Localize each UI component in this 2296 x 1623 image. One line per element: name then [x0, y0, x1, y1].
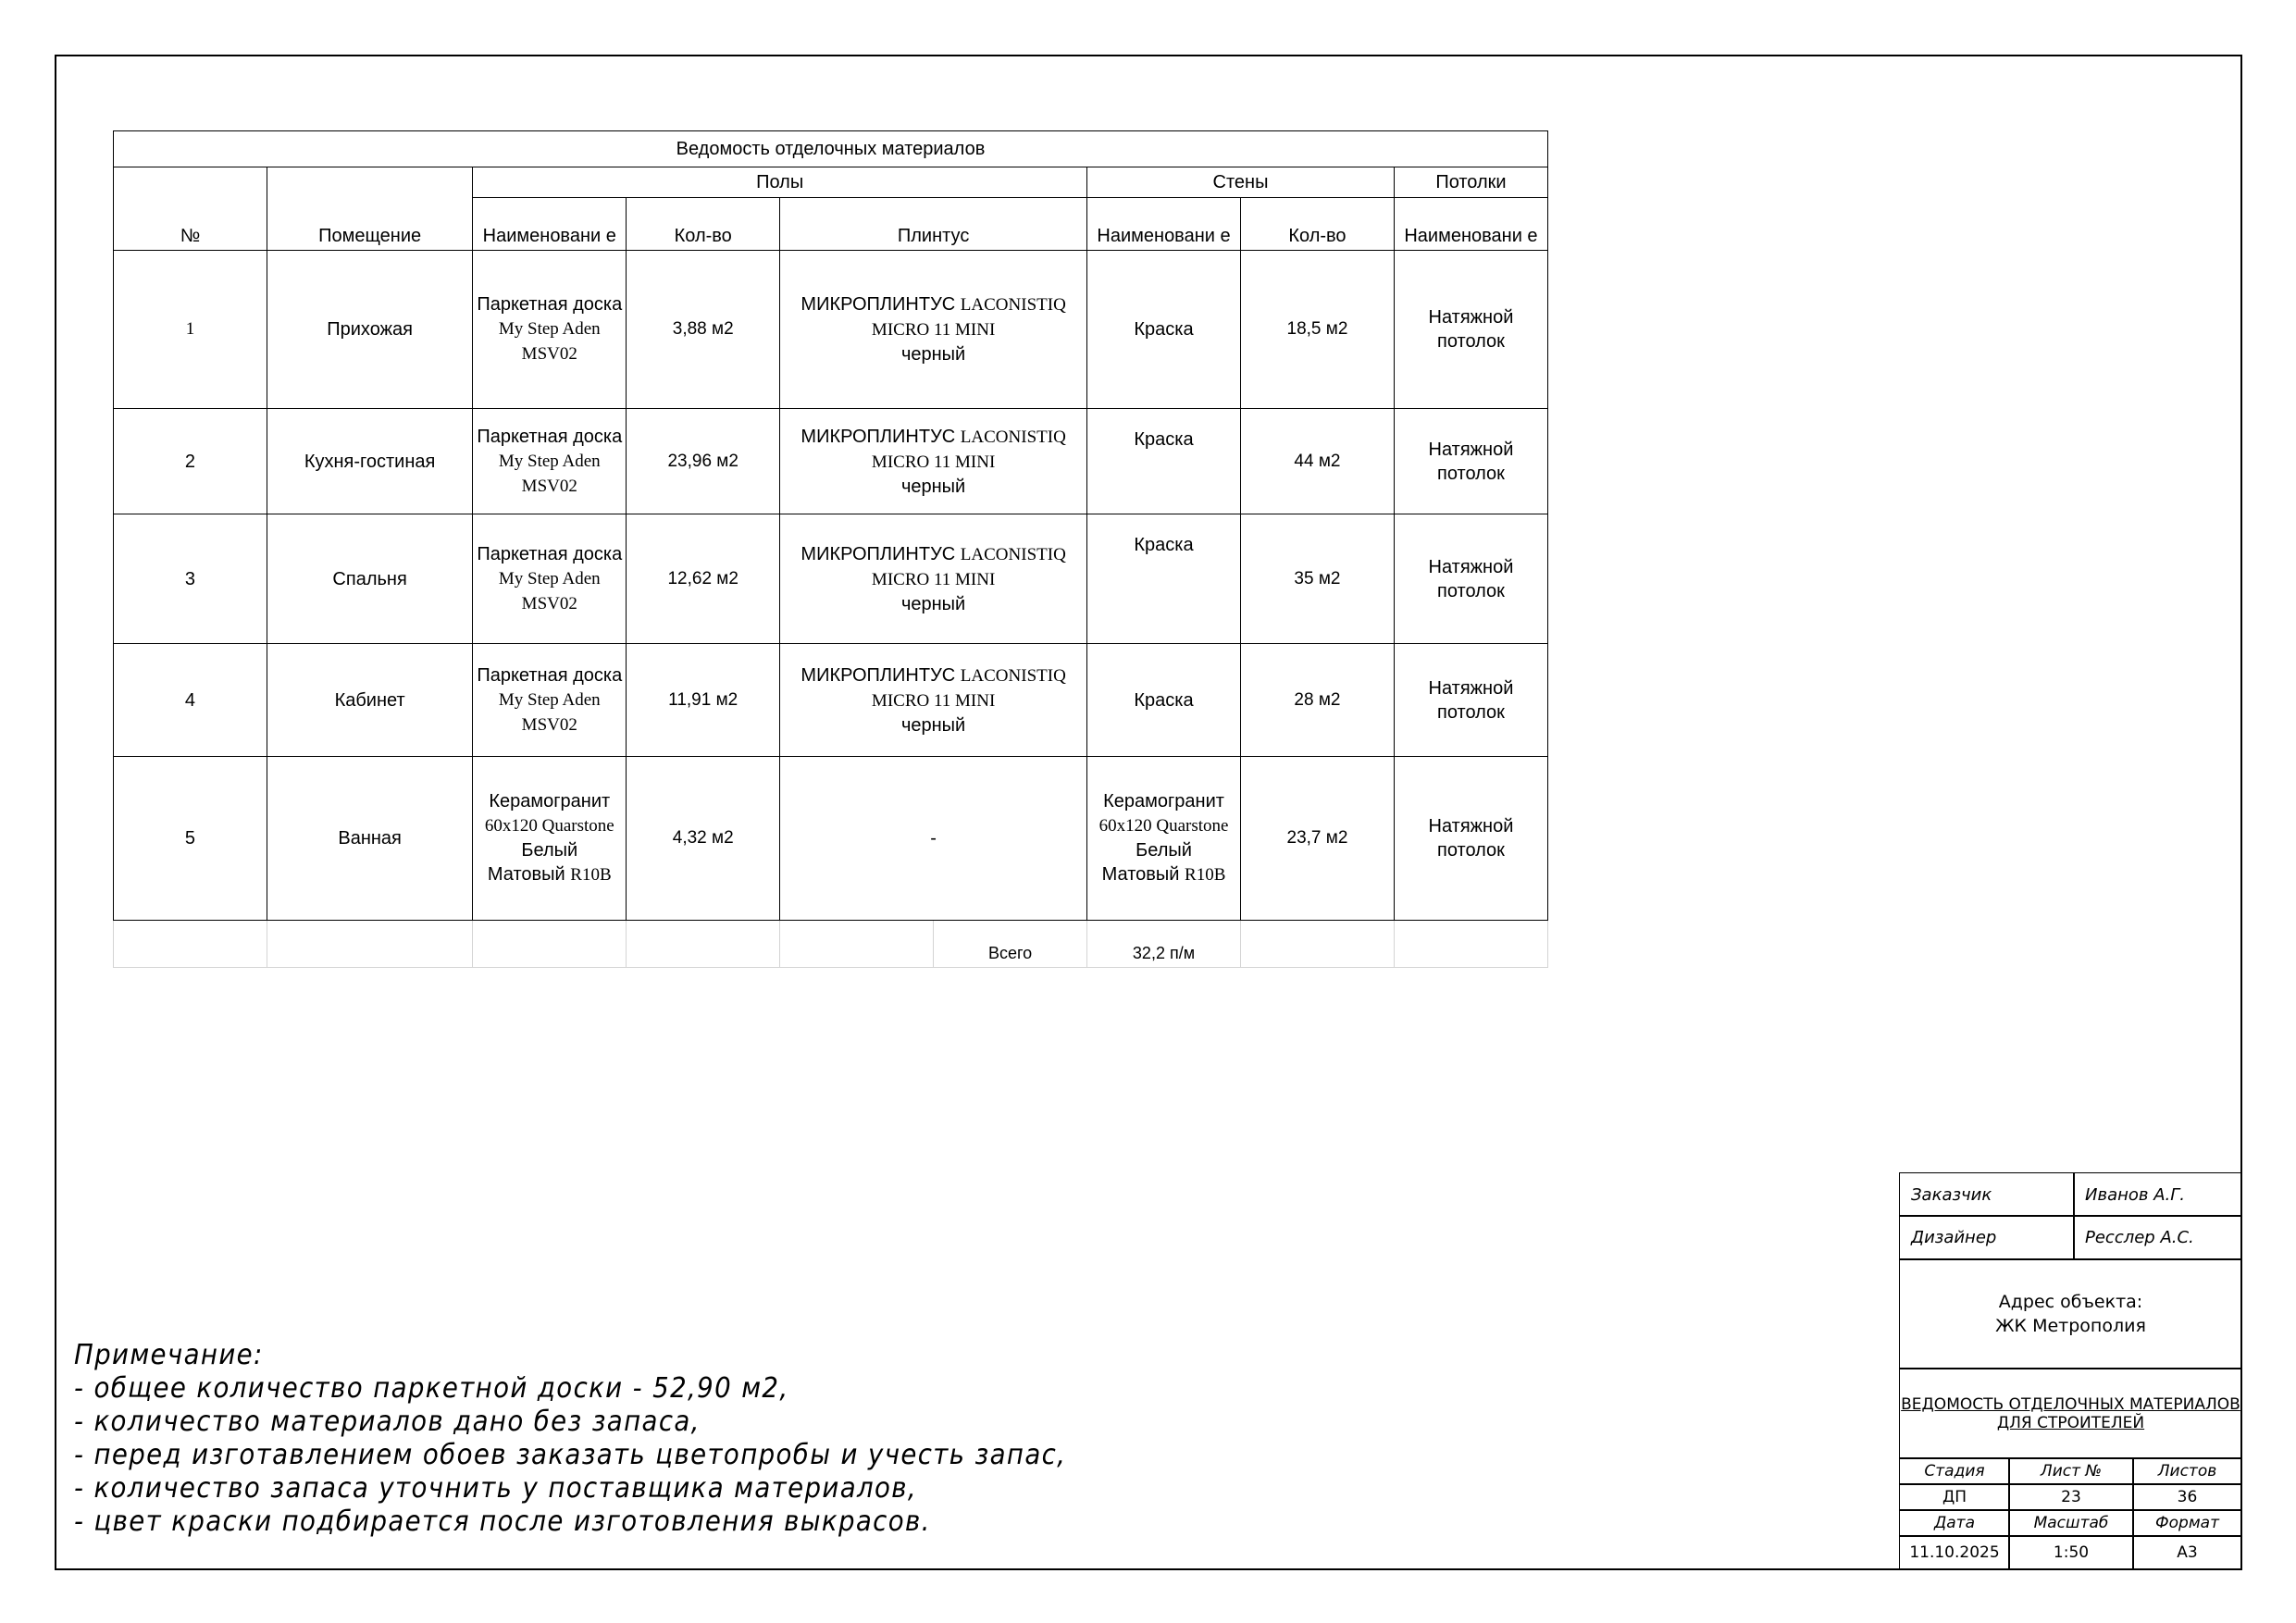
- address-value: ЖК Метрополия: [1995, 1316, 2146, 1336]
- date-value: 11.10.2025: [1899, 1535, 2010, 1570]
- notes-block: [74, 1339, 1066, 1539]
- stage-value: ДП: [1899, 1483, 2010, 1511]
- row-room: Спальня: [267, 514, 472, 644]
- row-wall-qty: 28 м2: [1240, 644, 1394, 757]
- title-block: [1899, 1172, 2242, 1570]
- total-row: [114, 921, 1548, 968]
- col-header-plinth: Плинтус: [780, 198, 1087, 251]
- table-title: Ведомость отделочных материалов: [114, 131, 1548, 167]
- customer-value: Иванов А.Г.: [2073, 1172, 2242, 1217]
- row-floor-qty: 23,96 м2: [627, 409, 780, 514]
- col-header-floor-name: Наименовани е: [473, 198, 627, 251]
- scale-label: Масштаб: [2008, 1509, 2134, 1537]
- row-wall-name: Краска: [1087, 644, 1241, 757]
- row-wall-qty: 44 м2: [1240, 409, 1394, 514]
- row-ceiling-name: Натяжной потолок: [1394, 757, 1547, 921]
- table-row: [114, 409, 1548, 514]
- row-num: 3: [114, 514, 267, 644]
- note-line: - общее количество паркетной доски - 52,90 м2,: [74, 1372, 789, 1405]
- address-label: Адрес объекта:: [1998, 1292, 2143, 1312]
- col-header-room: Помещение: [267, 167, 472, 251]
- row-wall-qty: 23,7 м2: [1240, 757, 1394, 921]
- row-num: 2: [114, 409, 267, 514]
- row-floor-name: Паркетная доска My Step Aden MSV02: [473, 251, 627, 409]
- group-header-ceilings: Потолки: [1394, 167, 1547, 198]
- row-floor-name: Паркетная доска My Step Aden MSV02: [473, 514, 627, 644]
- total-value: 32,2 п/м: [1087, 921, 1241, 968]
- table-row: [114, 251, 1548, 409]
- row-floor-name: Керамогранит 60x120 Quarstone Белый Матовый R10B: [473, 757, 627, 921]
- group-header-floors: Полы: [473, 167, 1087, 198]
- row-ceiling-name: Натяжной потолок: [1394, 514, 1547, 644]
- row-wall-qty: 18,5 м2: [1240, 251, 1394, 409]
- sheets-value: 36: [2132, 1483, 2242, 1511]
- row-floor-qty: 12,62 м2: [627, 514, 780, 644]
- stage-label: Стадия: [1899, 1457, 2010, 1485]
- row-plinth: -: [780, 757, 1087, 921]
- table-row: [114, 514, 1548, 644]
- note-line: - перед изготавлением обоев заказать цветопробы и учесть запас,: [74, 1439, 1067, 1471]
- notes-heading: Примечание:: [74, 1339, 264, 1371]
- row-room: Прихожая: [267, 251, 472, 409]
- designer-value: Ресслер А.С.: [2073, 1215, 2242, 1260]
- row-ceiling-name: Натяжной потолок: [1394, 251, 1547, 409]
- finishing-materials-table: [113, 130, 1548, 968]
- row-floor-name: Паркетная доска My Step Aden MSV02: [473, 409, 627, 514]
- scale-value: 1:50: [2008, 1535, 2134, 1570]
- note-line: - цвет краски подбирается после изготовления выкрасов.: [74, 1505, 931, 1538]
- table-row: [114, 644, 1548, 757]
- row-ceiling-name: Натяжной потолок: [1394, 644, 1547, 757]
- row-wall-name: Краска: [1087, 514, 1241, 644]
- col-header-floor-qty: Кол-во: [627, 198, 780, 251]
- format-value: А3: [2132, 1535, 2242, 1570]
- address-block: [1899, 1258, 2242, 1369]
- row-floor-qty: 4,32 м2: [627, 757, 780, 921]
- customer-label: Заказчик: [1899, 1172, 2075, 1217]
- row-floor-name: Паркетная доска My Step Aden MSV02: [473, 644, 627, 757]
- sheet-label: Лист №: [2008, 1457, 2134, 1485]
- row-plinth: МИКРОПЛИНТУС LACONISTIQ MICRO 11 MINI черный: [780, 409, 1087, 514]
- row-ceiling-name: Натяжной потолок: [1394, 409, 1547, 514]
- col-header-wall-qty: Кол-во: [1240, 198, 1394, 251]
- col-header-wall-name: Наименовани е: [1087, 198, 1241, 251]
- row-wall-name: Керамогранит 60x120 Quarstone Белый Матовый R10B: [1087, 757, 1241, 921]
- row-floor-qty: 11,91 м2: [627, 644, 780, 757]
- row-wall-qty: 35 м2: [1240, 514, 1394, 644]
- date-label: Дата: [1899, 1509, 2010, 1537]
- table-row: [114, 757, 1548, 921]
- row-num: 4: [114, 644, 267, 757]
- row-num: 5: [114, 757, 267, 921]
- total-label: Всего: [934, 921, 1087, 968]
- row-wall-name: Краска: [1087, 251, 1241, 409]
- row-plinth: МИКРОПЛИНТУС LACONISTIQ MICRO 11 MINI черный: [780, 644, 1087, 757]
- row-num: 1: [114, 251, 267, 409]
- row-room: Кабинет: [267, 644, 472, 757]
- document-title: ВЕДОМОСТЬ ОТДЕЛОЧНЫХ МАТЕРИАЛОВ ДЛЯ СТРОИТЕЛЕЙ: [1899, 1368, 2242, 1459]
- row-wall-name: Краска: [1087, 409, 1241, 514]
- note-line: - количество материалов дано без запаса,: [74, 1406, 701, 1438]
- format-label: Формат: [2132, 1509, 2242, 1537]
- note-line: - количество запаса уточнить у поставщика материалов,: [74, 1472, 918, 1505]
- col-header-ceiling-name: Наименовани е: [1394, 198, 1547, 251]
- row-floor-qty: 3,88 м2: [627, 251, 780, 409]
- col-header-num: №: [114, 167, 267, 251]
- row-plinth: МИКРОПЛИНТУС LACONISTIQ MICRO 11 MINI черный: [780, 514, 1087, 644]
- sheets-label: Листов: [2132, 1457, 2242, 1485]
- row-room: Кухня-гостиная: [267, 409, 472, 514]
- row-plinth: МИКРОПЛИНТУС LACONISTIQ MICRO 11 MINI черный: [780, 251, 1087, 409]
- designer-label: Дизайнер: [1899, 1215, 2075, 1260]
- group-header-walls: Стены: [1087, 167, 1395, 198]
- row-room: Ванная: [267, 757, 472, 921]
- sheet-value: 23: [2008, 1483, 2134, 1511]
